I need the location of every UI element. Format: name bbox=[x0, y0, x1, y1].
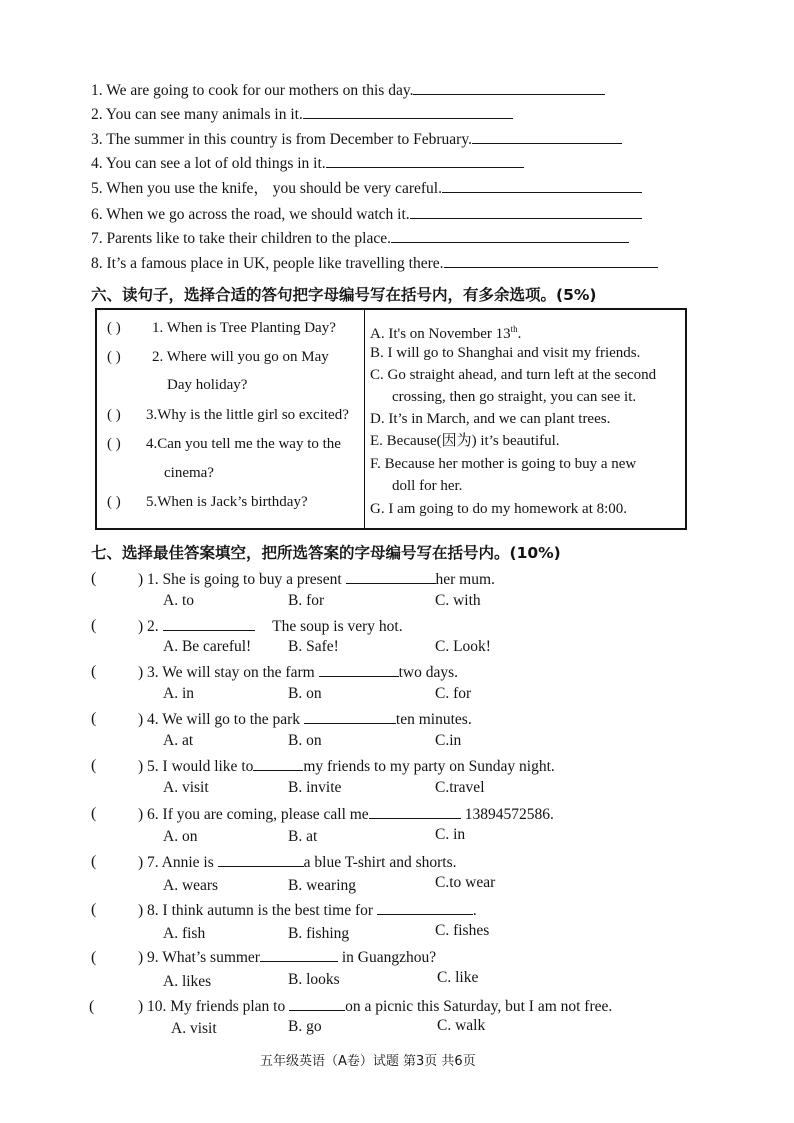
page-footer: 五年级英语（A卷）试题 第3页 共6页 bbox=[260, 1054, 476, 1069]
match-answer-c2: crossing, then go straight, you can see it. bbox=[392, 389, 637, 405]
match-paren-2[interactable]: ( ) bbox=[107, 349, 121, 365]
mc-option-6a: A. on bbox=[163, 828, 198, 845]
mc-question-5: ) 5. I would like to my friends to my party on Sunday night. bbox=[138, 758, 555, 775]
mc-question-8: ) 8. I think autumn is the best time for . bbox=[138, 902, 477, 919]
answer-paren-9[interactable]: ( bbox=[91, 949, 97, 966]
answer-paren-4[interactable]: ( bbox=[91, 710, 97, 727]
mc-question-7: ) 7. Annie is a blue T-shirt and shorts. bbox=[138, 854, 457, 871]
answer-blank[interactable] bbox=[391, 228, 629, 243]
match-answer-g: G. I am going to do my homework at 8:00. bbox=[370, 501, 628, 517]
mc-option-10b: B. go bbox=[288, 1018, 322, 1035]
match-paren-4[interactable]: ( ) bbox=[107, 436, 121, 452]
mc-option-3a: A. in bbox=[163, 685, 194, 702]
question-blank bbox=[369, 804, 461, 819]
question-blank bbox=[260, 947, 338, 962]
s5-item-8: 8. It’s a famous place in UK, people like travelling there. bbox=[91, 253, 658, 274]
mc-question-4: ) 4. We will go to the park ten minutes. bbox=[138, 711, 472, 728]
match-question-3: 3.Why is the little girl so excited? bbox=[146, 407, 349, 423]
match-answer-f2: doll for her. bbox=[392, 478, 463, 494]
mc-option-4a: A. at bbox=[163, 732, 194, 749]
question-blank bbox=[253, 756, 303, 771]
answer-paren-7[interactable]: ( bbox=[91, 853, 97, 870]
mc-option-8a: A. fish bbox=[163, 925, 206, 942]
match-question-4b: cinema? bbox=[164, 465, 214, 481]
mc-option-3b: B. on bbox=[288, 685, 322, 702]
match-question-5: 5.When is Jack’s birthday? bbox=[146, 494, 308, 510]
mc-option-1a: A. to bbox=[163, 592, 194, 609]
match-question-2a: 2. Where will you go on May bbox=[152, 349, 329, 365]
mc-question-3: ) 3. We will stay on the farm two days. bbox=[138, 664, 458, 681]
question-blank bbox=[289, 996, 345, 1011]
s5-item-5: 5. When you use the knife， you should be very careful. bbox=[91, 178, 642, 199]
mc-question-2: ) 2. The soup is very hot. bbox=[138, 618, 403, 635]
mc-question-6: ) 6. If you are coming, please call me 13894572586. bbox=[138, 806, 554, 823]
s5-item-3: 3. The summer in this country is from December to February. bbox=[91, 129, 622, 150]
answer-blank[interactable] bbox=[410, 204, 642, 219]
match-paren-1[interactable]: ( ) bbox=[107, 320, 121, 336]
mc-option-4c: C.in bbox=[435, 732, 462, 749]
mc-option-7b: B. wearing bbox=[288, 877, 357, 894]
answer-blank[interactable] bbox=[303, 104, 513, 119]
match-question-2b: Day holiday? bbox=[167, 377, 248, 393]
mc-option-8b: B. fishing bbox=[288, 925, 350, 942]
mc-option-1c: C. with bbox=[435, 592, 481, 609]
answer-blank[interactable] bbox=[442, 178, 642, 193]
mc-option-9a: A. likes bbox=[163, 973, 212, 990]
mc-option-8c: C. fishes bbox=[435, 922, 490, 939]
matching-divider bbox=[364, 308, 365, 530]
match-question-1: 1. When is Tree Planting Day? bbox=[152, 320, 336, 336]
question-blank bbox=[304, 709, 396, 724]
section7-title: 七、选择最佳答案填空，把所选答案的字母编号写在括号内。(10%) bbox=[91, 544, 561, 562]
mc-option-7c: C.to wear bbox=[435, 874, 496, 891]
s5-item-2: 2. You can see many animals in it. bbox=[91, 104, 513, 125]
match-answer-b: B. I will go to Shanghai and visit my friends. bbox=[370, 345, 641, 361]
mc-option-5a: A. visit bbox=[163, 779, 209, 796]
mc-option-5b: B. invite bbox=[288, 779, 342, 796]
mc-option-2a: A. Be careful! bbox=[163, 638, 252, 655]
match-answer-a: A. It's on November 13th. bbox=[370, 324, 522, 342]
mc-option-2c: C. Look! bbox=[435, 638, 491, 655]
match-answer-c1: C. Go straight ahead, and turn left at the second bbox=[370, 367, 657, 383]
mc-question-10: ) 10. My friends plan to on a picnic this Saturday, but I am not free. bbox=[138, 998, 613, 1015]
s5-item-4: 4. You can see a lot of old things in it. bbox=[91, 153, 524, 174]
match-paren-5[interactable]: ( ) bbox=[107, 494, 121, 510]
mc-option-6b: B. at bbox=[288, 828, 318, 845]
mc-option-4b: B. on bbox=[288, 732, 322, 749]
answer-blank[interactable] bbox=[413, 80, 605, 95]
match-question-4a: 4.Can you tell me the way to the bbox=[146, 436, 341, 452]
mc-option-1b: B. for bbox=[288, 592, 325, 609]
mc-option-2b: B. Safe! bbox=[288, 638, 339, 655]
mc-question-9: ) 9. What’s summer in Guangzhou? bbox=[138, 949, 437, 966]
match-answer-f1: F. Because her mother is going to buy a new bbox=[370, 456, 637, 472]
question-blank bbox=[319, 662, 399, 677]
answer-paren-5[interactable]: ( bbox=[91, 757, 97, 774]
mc-option-3c: C. for bbox=[435, 685, 472, 702]
answer-paren-6[interactable]: ( bbox=[91, 805, 97, 822]
answer-paren-10[interactable]: ( bbox=[89, 998, 95, 1015]
answer-paren-2[interactable]: ( bbox=[91, 617, 97, 634]
answer-paren-8[interactable]: ( bbox=[91, 901, 97, 918]
answer-paren-3[interactable]: ( bbox=[91, 663, 97, 680]
mc-question-1: ) 1. She is going to buy a present her mum. bbox=[138, 571, 495, 588]
question-blank bbox=[163, 616, 255, 631]
mc-option-6c: C. in bbox=[435, 826, 466, 843]
answer-paren-1[interactable]: ( bbox=[91, 570, 97, 587]
s5-item-1: 1. We are going to cook for our mothers on this day. bbox=[91, 80, 605, 101]
answer-blank[interactable] bbox=[472, 129, 622, 144]
mc-option-7a: A. wears bbox=[163, 877, 219, 894]
mc-option-5c: C.travel bbox=[435, 779, 485, 796]
mc-option-10a: A. visit bbox=[171, 1020, 217, 1037]
question-blank bbox=[377, 900, 473, 915]
mc-option-10c: C. walk bbox=[437, 1017, 486, 1034]
question-blank bbox=[346, 569, 436, 584]
s5-item-7: 7. Parents like to take their children to the place. bbox=[91, 228, 629, 249]
mc-option-9c: C. like bbox=[437, 969, 479, 986]
section6-title: 六、读句子，选择合适的答句把字母编号写在括号内，有多余选项。(5%) bbox=[91, 286, 597, 304]
mc-option-9b: B. looks bbox=[288, 971, 340, 988]
question-blank bbox=[218, 852, 304, 867]
answer-blank[interactable] bbox=[326, 153, 524, 168]
match-paren-3[interactable]: ( ) bbox=[107, 407, 121, 423]
match-answer-e: E. Because(因为) it’s beautiful. bbox=[370, 433, 560, 449]
answer-blank[interactable] bbox=[444, 253, 658, 268]
match-answer-d: D. It’s in March, and we can plant trees. bbox=[370, 411, 611, 427]
s5-item-6: 6. When we go across the road, we should watch it. bbox=[91, 204, 642, 225]
